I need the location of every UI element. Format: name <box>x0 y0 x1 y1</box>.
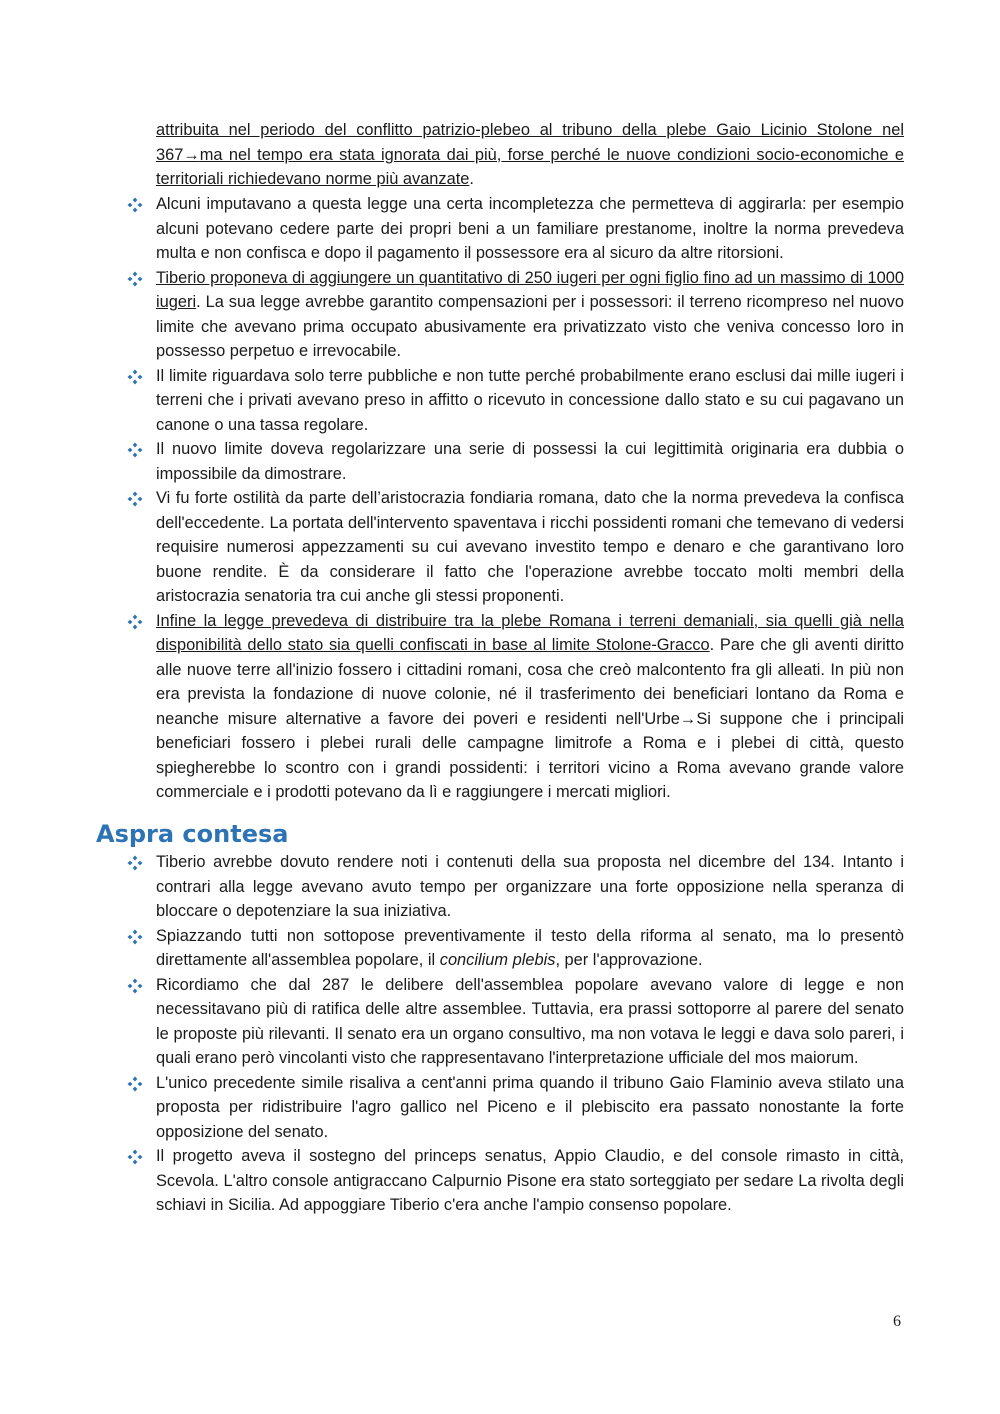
list-item <box>0 609 904 805</box>
list-item-text: Il limite riguardava solo terre pubbliche e non tutte perché probabilmente erano esclusi dai mille iugeri i terreni che i privati avevano preso in affitto o ricevuto in concessione dallo stato e su cui pagavano un canone o una tassa regolare. <box>156 366 904 434</box>
diamond-bullet-icon <box>127 271 143 287</box>
paragraph-end: . <box>469 170 474 188</box>
diamond-bullet-icon <box>127 369 143 385</box>
list-item <box>0 973 904 1071</box>
arrow-glyph: → <box>183 145 200 164</box>
list-item-text: Il progetto aveva il sostegno del princeps senatus, Appio Claudio, e del console rimasto in città, Scevola. L'altro console antigraccano Calpurnio Pisone era stato sorteggiato per sedare La rivolta degli schiavi in Sicilia. Ad appoggiare Tiberio c'era anche l'ampio consenso popolare. <box>156 1147 904 1214</box>
italic-term: concilium plebis <box>439 951 556 969</box>
underlined-text: Tiberio proponeva di aggiungere un quantitativo di 250 iugeri per ogni figlio fino ad un massimo di 1000 iugeri <box>156 268 904 311</box>
list-item-text: Spiazzando tutti non sottopose preventivamente il testo della riforma al senato, ma lo presentò direttamente all'assemblea popolare, il <box>156 926 904 969</box>
list-item <box>0 1144 904 1218</box>
list-item <box>0 486 904 609</box>
list-item <box>0 266 904 364</box>
page-number: 6 <box>893 1313 901 1330</box>
list-item <box>0 850 904 924</box>
underlined-text: ma nel tempo era stata ignorata dai più, forse perché le nuove condizioni socio-economiche e territoriali richiedevano norme più avanzate <box>156 145 904 188</box>
underlined-text: attribuita nel periodo del conflitto patrizio-plebeo al tribuno della plebe Gaio Licinio Stolone nel 367 <box>156 121 904 164</box>
list-item-text: . Pare che gli aventi diritto alle nuove terre all'inizio fossero i cittadini romani, cosa che creò malcontento fra gli alleati. In più non era prevista la fondazione di nuove colonie, né il trasferimento dei beneficiari lontano da Roma e neanche misure alternative a favore dei poveri e residenti nell'Urbe <box>156 636 904 728</box>
underlined-text: Infine la legge prevedeva di distribuire tra la plebe Romana i terreni demaniali, sia quelli già nella disponibilità dello stato sia quelli confiscati in base al limite Stolone-Gracco <box>156 611 904 654</box>
diamond-bullet-icon <box>127 1149 143 1165</box>
arrow-glyph: → <box>679 709 697 728</box>
list-item-text: Tiberio avrebbe dovuto rendere noti i contenuti della sua proposta nel dicembre del 134. Intanto i contrari alla legge avevano avuto tempo per organizzare una forte opposizione nella speranza di bloccare o depotenziare la sua iniziativa. <box>156 853 904 920</box>
diamond-bullet-icon <box>127 929 143 945</box>
continued-paragraph <box>156 118 904 192</box>
diamond-bullet-icon <box>127 491 143 507</box>
list-item-text: . La sua legge avrebbe garantito compensazioni per i possessori: il terreno ricompreso nel nuovo limite che avevano prima occupato abusivamente era privatizzato visto che veniva concesso loro in possesso perpetuo e irrevocabile. <box>156 293 904 360</box>
diamond-bullet-icon <box>127 978 143 994</box>
list-item <box>0 364 904 438</box>
list-item-text: Alcuni imputavano a questa legge una certa incompletezza che permetteva di aggirarla: per esempio alcuni potevano cedere parte dei propri beni a un familiare prestanome, inoltre la norma prevedeva multa e non confisca e dopo il pagamento il possessore era al sicuro da altre ritorsioni. <box>156 195 904 262</box>
bullet-list-reform <box>0 192 1000 805</box>
diamond-bullet-icon <box>127 1076 143 1092</box>
list-item-text: Vi fu forte ostilità da parte dell’aristocrazia fondiaria romana, dato che la norma prevedeva la confisca dell'eccedente. La portata dell'intervento spaventava i ricchi possidenti romani che temevano di vedersi requisire numerosi appezzamenti su cui avevano investito tempo e denaro e che garantivano loro buone rendite. È da considerare il fatto che l'operazione avrebbe toccato molti membri della aristocrazia senatoria tra cui anche gli stessi proponenti. <box>156 489 904 605</box>
list-item <box>0 924 904 973</box>
list-item-text: Si suppone che i principali beneficiari fossero i plebei rurali delle campagne limitrofe a Roma e i plebei di città, questo spiegherebbe lo scontro con i grandi possidenti: i territori vicino a Roma avevano grande valore commerciale e i prodotti potevano da lì e raggiungere i mercati migliori. <box>156 709 904 801</box>
bullet-list-contest <box>0 850 1000 1218</box>
section-heading: Aspra contesa <box>96 820 289 848</box>
list-item-text: Ricordiamo che dal 287 le delibere dell'assemblea popolare avevano valore di legge e non necessitavano più di ratifica delle altre assemblee. Tuttavia, era prassi sottoporre al parere del senato le proposte più rilevanti. Il senato era un organo consultivo, ma non votava le leggi e dava solo pareri, i quali erano però vincolanti visto che rappresentavano l'interpretazione ufficiale del mos maiorum. <box>156 975 904 1067</box>
list-item-text: Il nuovo limite doveva regolarizzare una serie di possessi la cui legittimità originaria era dubbia o impossibile da dimostrare. <box>156 440 904 483</box>
list-item <box>0 437 904 486</box>
list-item <box>0 1071 904 1145</box>
diamond-bullet-icon <box>127 197 143 213</box>
diamond-bullet-icon <box>127 442 143 458</box>
diamond-bullet-icon <box>127 855 143 871</box>
list-item-text: , per l'approvazione. <box>555 951 703 969</box>
diamond-bullet-icon <box>127 614 143 630</box>
list-item-text: L'unico precedente simile risaliva a cent'anni prima quando il tribuno Gaio Flaminio aveva stilato una proposta per ridistribuire l'agro gallico nel Piceno e il plebiscito era passato nonostante la forte opposizione del senato. <box>156 1073 904 1141</box>
list-item <box>0 192 904 266</box>
